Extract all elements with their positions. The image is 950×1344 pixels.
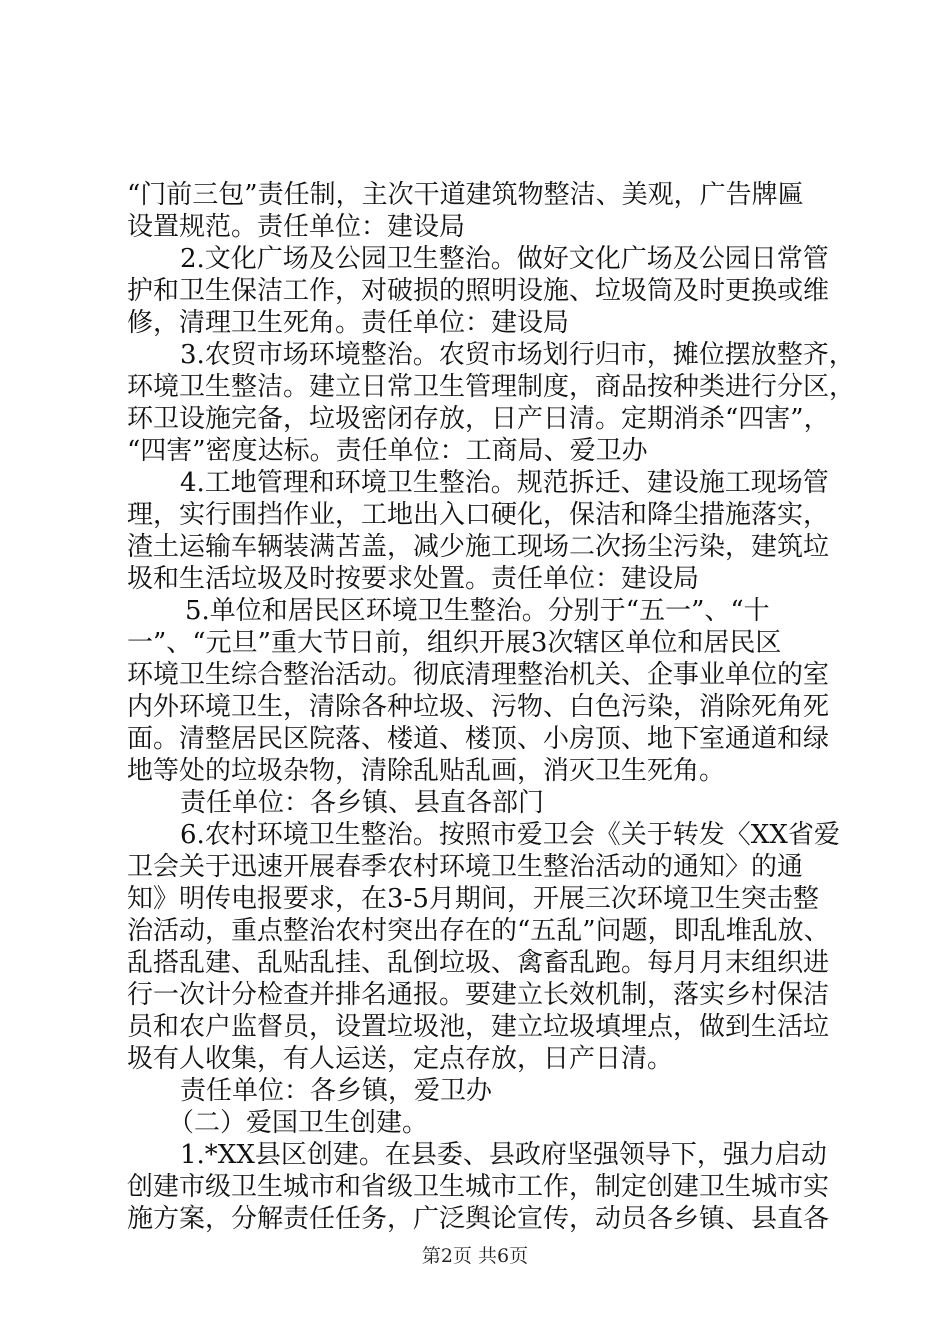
text-line: [0, 1138, 950, 1172]
line-text: 地等处的垃圾杂物，清除乱贴乱画，消灭卫生死角。: [127, 756, 726, 786]
line-text: 知》明传电报要求，在3-5月期间，开展三次环境卫生突击整: [127, 884, 819, 914]
line-text: 环境卫生整洁。建立日常卫生管理制度，商品按种类进行分区，: [127, 372, 856, 402]
line-text: 员和农户监督员，设置垃圾池，建立垃圾填埋点，做到生活垃: [127, 1012, 830, 1042]
text-line: [0, 274, 950, 308]
line-text: 6.农村环境卫生整治。按照市爱卫会《关于转发〈XX省爱: [180, 820, 840, 850]
line-text: 设置规范。责任单位：建设局: [127, 212, 466, 242]
text-line: [0, 402, 950, 436]
text-line: [0, 658, 950, 692]
text-line: [0, 594, 950, 628]
line-text: “门前三包”责任制，主次干道建筑物整洁、美观，广告牌匾: [127, 180, 804, 210]
text-line: [0, 1170, 950, 1204]
text-line: [0, 754, 950, 788]
line-text: 内外环境卫生，清除各种垃圾、污物、白色污染，消除死角死: [127, 692, 830, 722]
line-text: 面。清整居民区院落、楼道、楼顶、小房顶、地下室通道和绿: [127, 724, 830, 754]
line-text: 3.农贸市场环境整治。农贸市场划行归市，摊位摆放整齐，: [180, 340, 855, 370]
text-line: [0, 562, 950, 596]
text-line: [0, 818, 950, 852]
line-text: 乱搭乱建、乱贴乱挂、乱倒垃圾、禽畜乱跑。每月月末组织进: [127, 948, 830, 978]
line-text: 圾和生活垃圾及时按要求处置。责任单位：建设局: [127, 564, 700, 594]
line-text: 护和卫生保洁工作，对破损的照明设施、垃圾筒及时更换或维: [127, 276, 830, 306]
text-line: [0, 914, 950, 948]
text-line: [0, 530, 950, 564]
line-text: 一”、“元旦”重大节日前，组织开展3次辖区单位和居民区: [127, 628, 782, 658]
line-text: 1.*XX县区创建。在县委、县政府坚强领导下，强力启动: [180, 1140, 827, 1170]
text-line: [0, 498, 950, 532]
line-text: 环境卫生综合整治活动。彻底清理整治机关、企事业单位的室: [127, 660, 830, 690]
line-text: 修，清理卫生死角。责任单位：建设局: [127, 308, 570, 338]
line-text: 创建市级卫生城市和省级卫生城市工作，制定创建卫生城市实: [127, 1172, 830, 1202]
line-text: 环卫设施完备，垃圾密闭存放，日产日清。定期消杀“四害”，: [127, 404, 830, 434]
text-line: [0, 978, 950, 1012]
text-line: [0, 338, 950, 372]
text-line: [0, 210, 950, 244]
line-text: 理，实行围挡作业，工地出入口硬化，保洁和降尘措施落实，: [127, 500, 830, 530]
text-line: [0, 722, 950, 756]
text-line: [0, 850, 950, 884]
line-text: “四害”密度达标。责任单位：工商局、爱卫办: [127, 436, 648, 466]
page-number-footer: 第2页 共6页: [421, 1245, 529, 1267]
line-text: 卫会关于迅速开展春季农村环境卫生整治活动的通知〉的通: [127, 852, 804, 882]
text-line: [0, 946, 950, 980]
line-text: 责任单位：各乡镇，爱卫办: [180, 1076, 493, 1106]
text-line: [0, 1106, 950, 1140]
text-line: [0, 306, 950, 340]
line-text: 渣土运输车辆装满苫盖，减少施工现场二次扬尘污染，建筑垃: [127, 532, 830, 562]
text-line: [0, 1202, 950, 1236]
line-text: 4.工地管理和环境卫生整治。规范拆迁、建设施工现场管: [180, 468, 829, 498]
line-text: 行一次计分检查并排名通报。要建立长效机制，落实乡村保洁: [127, 980, 830, 1010]
line-text: 施方案，分解责任任务，广泛舆论宣传，动员各乡镇、县直各: [127, 1204, 830, 1234]
text-line: [0, 1010, 950, 1044]
text-line: [0, 1042, 950, 1076]
text-line: [0, 690, 950, 724]
text-line: [0, 1074, 950, 1108]
text-line: [0, 466, 950, 500]
line-text: 治活动，重点整治农村突出存在的“五乱”问题，即乱堆乱放、: [127, 916, 830, 946]
text-line: [0, 786, 950, 820]
line-text: 2.文化广场及公园卫生整治。做好文化广场及公园日常管: [180, 244, 829, 274]
line-text: 责任单位：各乡镇、县直各部门: [180, 788, 545, 818]
section-heading: （二）爱国卫生创建。: [168, 1108, 429, 1138]
line-text: 圾有人收集，有人运送，定点存放，日产日清。: [127, 1044, 674, 1074]
text-line: [0, 370, 950, 404]
text-line: [0, 242, 950, 276]
text-line: [0, 434, 950, 468]
line-text: 5.单位和居民区环境卫生整治。分别于“五一”、“十: [185, 596, 770, 626]
text-line: [0, 626, 950, 660]
text-line: [0, 178, 950, 212]
text-line: [0, 882, 950, 916]
